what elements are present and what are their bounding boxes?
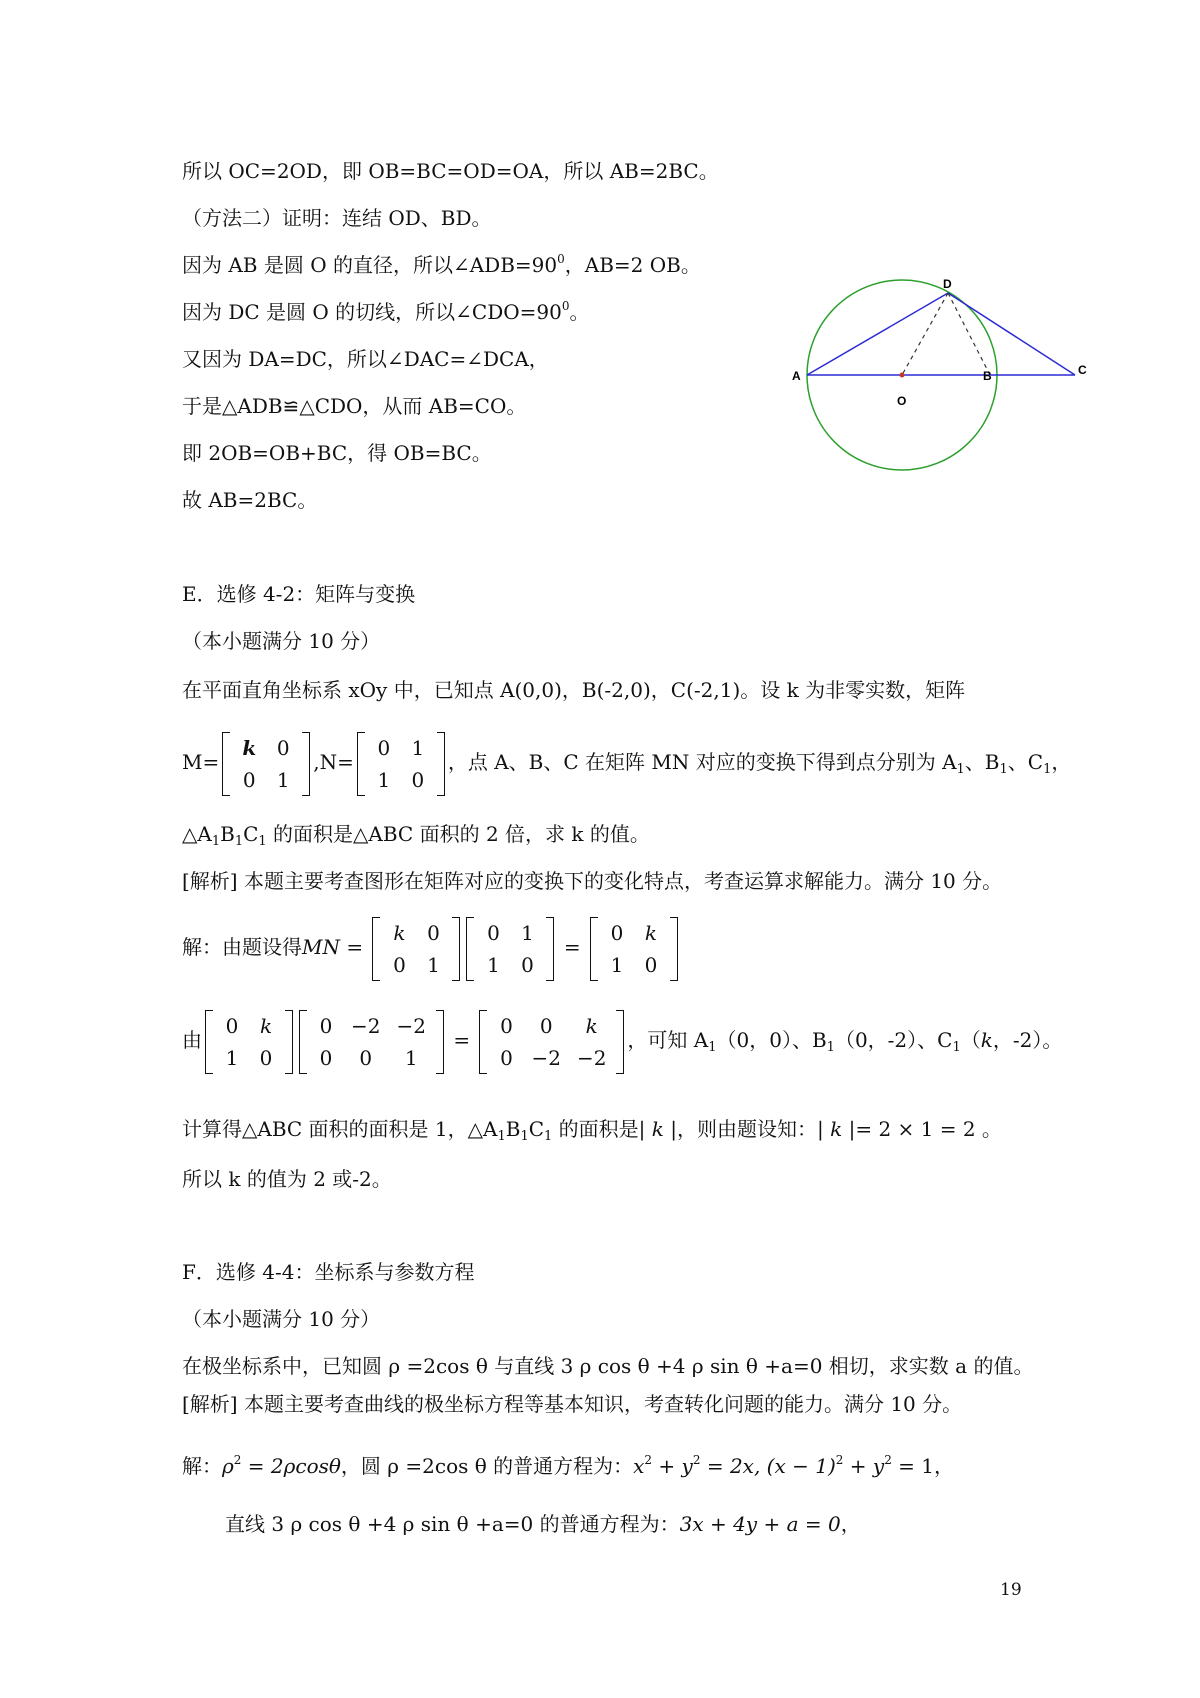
line-ad <box>807 293 948 375</box>
section-e-title: E．选修 4-2：矩阵与变换 <box>182 582 416 606</box>
section-e-area-condition: $\triangle A_1B_1C_1$ 的面积是△ABC 面积的 2 倍，求 k 的值。 <box>182 822 650 849</box>
text-line-8: 故 AB=2BC。 <box>182 488 318 512</box>
text-line-2: （方法二）证明：连结 OD、BD。 <box>182 206 492 230</box>
solution-e-area: 计算得△ABC 面积的面积是 1，$\triangle A_1B_1C_1$ 的面积是| k |，则由题设知：| k |= 2 × 1 = 2 。 <box>182 1117 1002 1144</box>
matrix-m: k 0 0 1 <box>222 732 310 796</box>
matrix-t1: 0 k 1 0 <box>205 1010 293 1074</box>
text-line-3: 因为 AB 是圆 O 的直径，所以$\angle ADB=90^0$，AB=2 OB。 <box>182 252 701 277</box>
label-b: B <box>983 369 992 383</box>
solution-f-equation: 解：$\rho^2 = 2\rho\cos\theta$，圆 ρ =2cos θ 的普通方程为：$x^2 + y^2 = 2x$, $(x - 1)^2 + y^2 = 1$， <box>182 1453 955 1478</box>
text-line-5: 又因为 DA=DC，所以∠DAC=∠DCA， <box>182 347 549 371</box>
line-db-dashed <box>948 293 990 375</box>
matrix-mn-result: 0 k 1 0 <box>590 917 678 981</box>
label-o: O <box>897 394 907 408</box>
text-line-1: 所以 OC=2OD，即 OB=BC=OD=OA，所以 AB=2BC。 <box>182 159 719 183</box>
text-line-7: 即 2OB=OB+BC，得 OB=BC。 <box>182 441 492 465</box>
section-f-title: F．选修 4-4：坐标系与参数方程 <box>182 1260 475 1284</box>
label-c: C <box>1078 363 1087 377</box>
solution-e-answer: 所以 k 的值为 2 或-2。 <box>182 1167 392 1191</box>
section-e-analysis: [解析] 本题主要考查图形在矩阵对应的变换下的变化特点，考查运算求解能力。满分 10 分。 <box>182 869 1003 893</box>
section-e-score: （本小题满分 10 分） <box>182 629 381 653</box>
section-e-problem: 在平面直角坐标系 xOy 中，已知点 A(0,0)，B(-2,0)，C(-2,1)。设 k 为非零实数，矩阵 <box>182 678 966 702</box>
matrix-mn-definition: M= k 0 0 1 ,N= 0 1 1 0 ，点 A、B、C 在矩阵 MN 对应的变换下得到点分别为 $A_1$、$B_1$、$C_1$， <box>182 727 1071 797</box>
matrix-mn-2: 0 1 1 0 <box>466 917 554 981</box>
matrix-mn-1: k 0 0 1 <box>372 917 460 981</box>
section-f-problem: 在极坐标系中，已知圆 ρ =2cos θ 与直线 3 ρ cos θ +4 ρ sin θ +a=0 相切，求实数 a 的值。 <box>182 1354 1034 1378</box>
solution-f-line: 直线 3 ρ cos θ +4 ρ sin θ +a=0 的普通方程为：3x + 4y + a = 0， <box>225 1512 861 1536</box>
section-f-score: （本小题满分 10 分） <box>182 1307 381 1331</box>
solution-e-transform: 由 0 k 1 0 0 −2 −2 0 0 1 = 0 0 k 0 −2 −2 ，可知 $A_1(0$，0）、$B_1(0$，-2）、$C_1(k$，-2）。 <box>182 1005 1062 1075</box>
label-a: A <box>792 369 801 383</box>
line-dc <box>948 293 1075 375</box>
matrix-t2: 0 −2 −2 0 0 1 <box>299 1010 444 1074</box>
solution-e-mn: 解：由题设得MN = k 0 0 1 0 1 1 0 = 0 k 1 0 <box>182 912 681 982</box>
label-d: D <box>943 277 952 291</box>
line-do-dashed <box>902 293 948 375</box>
matrix-n: 0 1 1 0 <box>357 732 445 796</box>
page-number: 19 <box>1000 1580 1022 1600</box>
matrix-t3: 0 0 k 0 −2 −2 <box>479 1010 624 1074</box>
section-f-analysis: [解析] 本题主要考查曲线的极坐标方程等基本知识，考查转化问题的能力。满分 10 分。 <box>182 1392 963 1416</box>
text-line-4: 因为 DC 是圆 O 的切线，所以$\angle CDO=90^0$。 <box>182 299 590 324</box>
geometry-figure <box>780 270 1100 490</box>
text-line-6: 于是△ADB≌△CDO，从而 AB=CO。 <box>182 394 527 418</box>
point-o <box>900 373 905 378</box>
